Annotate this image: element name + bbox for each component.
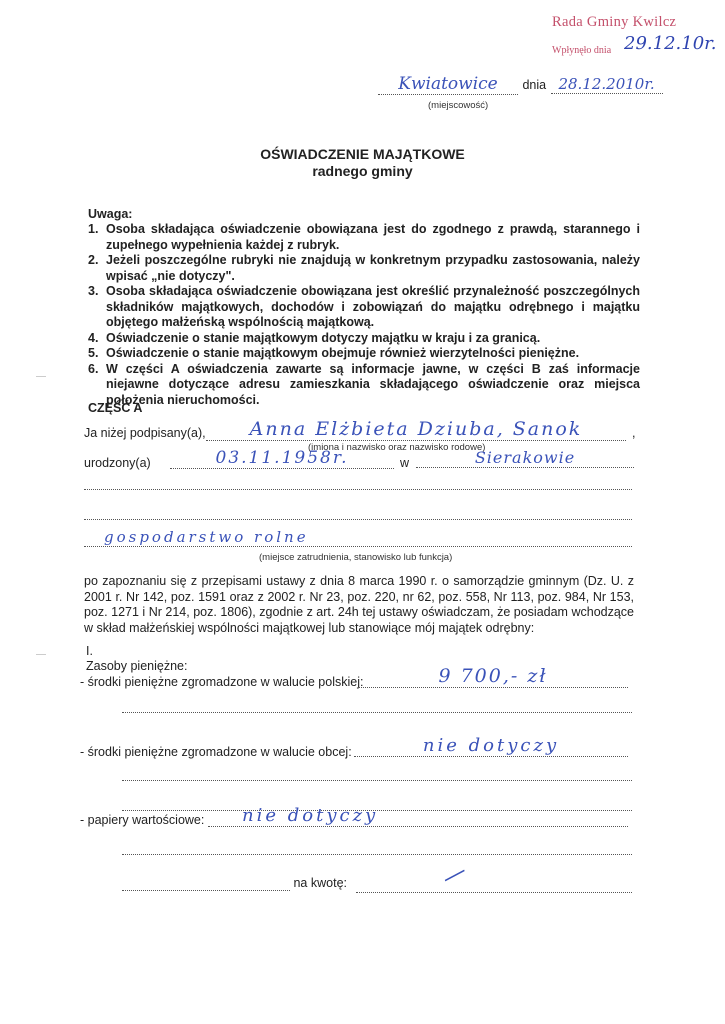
- date-label: dnia: [522, 78, 547, 92]
- blank-line: [122, 778, 632, 781]
- stamp-received-label: Wpłynęło dnia: [552, 45, 612, 56]
- full-name-value: Anna Elżbieta Dziuba, Sanok: [206, 418, 626, 441]
- birth-place-value: Sierakowie: [416, 448, 634, 468]
- blank-line: [122, 710, 632, 713]
- foreign-funds-value: nie dotyczy: [354, 735, 628, 757]
- blank-line: [84, 517, 632, 520]
- list-item: 5. Oświadczenie o stanie majątkowym obejmuje również wierzytelności pieniężne.: [88, 346, 580, 360]
- place-caption: (miejscowość): [428, 100, 489, 111]
- scan-mark: [36, 654, 46, 655]
- notes-list: [88, 222, 640, 408]
- born-in-label: w: [400, 456, 410, 470]
- blank-line: [84, 487, 632, 490]
- birth-line: [84, 448, 644, 476]
- amount-label: na kwotę:: [293, 876, 347, 890]
- list-item: 6. W części A oświadczenia zawarte są informacje jawne, w części B zaś informacje niejawne dotyczące adresu zamieszkania składającego oświadczenie oraz miejsca położenia nieruchomości.: [88, 361, 640, 407]
- securities-label: - papiery wartościowe:: [80, 813, 205, 827]
- amount-leader: [122, 876, 290, 891]
- list-item: 1. Osoba składająca oświadczenie obowiązana jest do zgodnego z prawdą, starannego i zupełnego wypełnienia każdej z rubryk.: [88, 222, 640, 252]
- section-heading: Zasoby pieniężne:: [86, 659, 188, 673]
- list-item: 3. Osoba składająca oświadczenie obowiązana jest określić przynależność poszczególnych składników majątkowych, dochodów i zobowiązań do majątku odrębnego i majątku objętego małżeńską wspólnością majątkową.: [88, 284, 640, 329]
- securities-line: [80, 805, 640, 833]
- undersigned-line: Ja niżej podpisany(a), Anna Elżbieta Dziuba, Sanok ,: [84, 418, 636, 440]
- employment-value: gospodarstwo rolne: [84, 528, 632, 547]
- pln-funds-value: 9 700,- zł: [358, 665, 628, 688]
- born-label: urodzony(a): [84, 456, 151, 470]
- foreign-funds-label: - środki pieniężne zgromadzone w walucie obcej:: [80, 745, 352, 759]
- undersigned-label: Ja niżej podpisany(a),: [84, 426, 206, 440]
- notes-heading: Uwaga:: [88, 207, 133, 221]
- intro-paragraph: po zapoznaniu się z przepisami ustawy z dnia 8 marca 1990 r. o samorządzie gminnym (Dz. U. z 2001 r. Nr 142, poz. 1591 oraz z 2002 r. Nr 23, poz. 220, nr 62, poz. 558, Nr 113, poz. 984, Nr 153, poz. 1271 i Nr 214, poz. 1806), zgodnie z art. 24h tej ustawy oświadczam, że posiadam wchodzące w skład małżeńskiej wspólności majątkowej lub stanowiące mój majątek odrębny:: [84, 574, 634, 635]
- part-a-heading: CZĘŚĆ A: [88, 401, 143, 415]
- place-value: Kwiatowice: [378, 74, 518, 95]
- place-date-line: [378, 74, 678, 94]
- stamp-office-name: Rada Gminy Kwilcz: [552, 14, 677, 30]
- amount-value-field: [356, 876, 632, 893]
- section-number: I.: [86, 644, 93, 658]
- birth-date-value: 03.11.1958r.: [170, 448, 394, 469]
- date-value: 28.12.2010r.: [551, 75, 663, 94]
- employment-caption: (miejsce zatrudnienia, stanowisko lub funkcja): [259, 552, 453, 563]
- list-item: 2. Jeżeli poszczególne rubryki nie znajdują w konkretnym przypadku zastosowania, należy wpisać „nie dotyczy".: [88, 253, 640, 283]
- stamp-received-date: 29.12.10r.: [624, 33, 717, 54]
- employment-line: [84, 528, 632, 548]
- securities-value: nie dotyczy: [208, 805, 628, 827]
- amount-line: [122, 856, 632, 896]
- pln-funds-label: - środki pieniężne zgromadzone w walucie polskiej:: [80, 675, 364, 689]
- document-subtitle: radnego gminy: [312, 163, 413, 179]
- foreign-funds-line: [80, 735, 640, 765]
- amount-value: —: [436, 856, 472, 892]
- name-caption: (imiona i nazwisko oraz nazwisko rodowe): [308, 442, 486, 453]
- blank-line: [122, 852, 632, 855]
- list-item: 4. Oświadczenie o stanie majątkowym dotyczy majątku w kraju i za granicą.: [88, 330, 541, 345]
- scan-mark: [36, 376, 46, 377]
- office-stamp: [552, 14, 717, 56]
- document-title: OŚWIADCZENIE MAJĄTKOWE: [260, 146, 465, 162]
